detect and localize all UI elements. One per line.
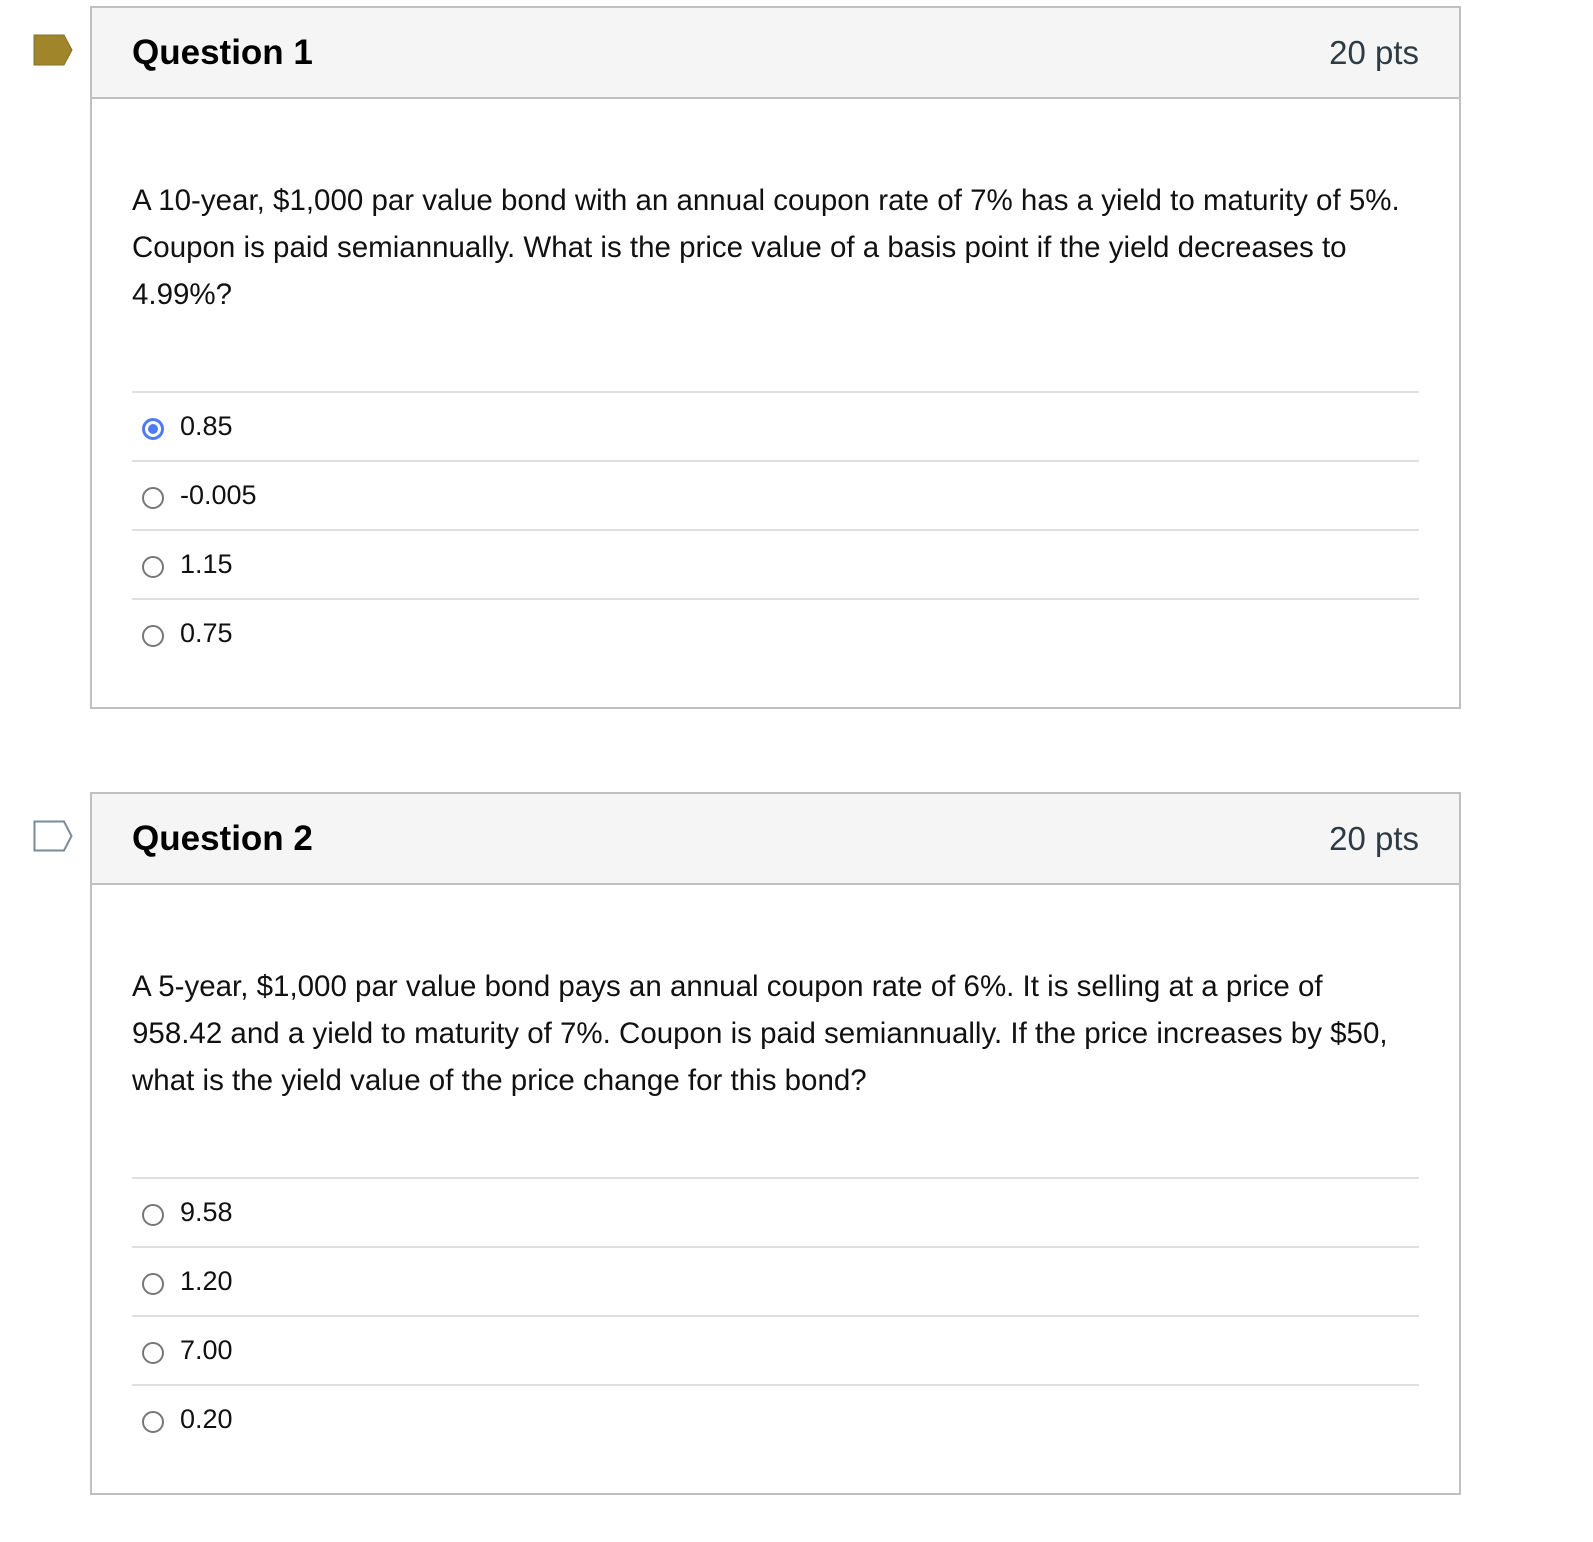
radio-button[interactable]: [142, 487, 164, 509]
answer-list: [132, 1177, 1419, 1453]
answer-label: 0.20: [180, 1404, 233, 1434]
answer-label: 1.15: [180, 549, 233, 579]
answer-option[interactable]: [132, 1179, 1419, 1248]
question-title: Question 1: [132, 32, 313, 72]
answer-option[interactable]: [132, 1317, 1419, 1386]
radio-button[interactable]: [142, 1273, 164, 1295]
answer-option[interactable]: [132, 600, 1419, 667]
answer-option[interactable]: [132, 531, 1419, 600]
flag-outline-icon[interactable]: [33, 820, 73, 852]
answer-label: 7.00: [180, 1335, 233, 1365]
answer-list: [132, 391, 1419, 667]
answer-label: 0.85: [180, 411, 233, 441]
radio-button[interactable]: [142, 1342, 164, 1364]
answer-label: -0.005: [180, 480, 257, 510]
radio-button[interactable]: [142, 625, 164, 647]
question-text: A 10-year, $1,000 par value bond with an annual coupon rate of 7% has a yield to maturity of 5%. Coupon is paid semiannually. What is the price value of a basis point if the yield decreases to 4.99%?: [132, 184, 1400, 311]
answer-option[interactable]: [132, 462, 1419, 531]
answer-label: 0.75: [180, 618, 233, 648]
answer-option[interactable]: [132, 1386, 1419, 1453]
question-text: A 5-year, $1,000 par value bond pays an annual coupon rate of 6%. It is selling at a price of 958.42 and a yield to maturity of 7%. Coupon is paid semiannually. If the price increases by $50, what is the yield value of the price change for this bond?: [132, 970, 1388, 1097]
radio-button[interactable]: [142, 556, 164, 578]
question-points: 20 pts: [1329, 819, 1419, 857]
question-title: Question 2: [132, 818, 313, 858]
question-header: [92, 794, 1459, 885]
question-header: [92, 8, 1459, 99]
answer-option[interactable]: [132, 1248, 1419, 1317]
radio-button[interactable]: [142, 1204, 164, 1226]
answer-option[interactable]: [132, 393, 1419, 462]
question-1: [90, 6, 1461, 709]
question-2: [90, 792, 1461, 1495]
answer-label: 1.20: [180, 1266, 233, 1296]
answer-label: 9.58: [180, 1197, 233, 1227]
radio-button[interactable]: [142, 1411, 164, 1433]
question-points: 20 pts: [1329, 33, 1419, 71]
flag-icon[interactable]: [33, 34, 73, 66]
radio-button-selected[interactable]: [142, 418, 164, 440]
